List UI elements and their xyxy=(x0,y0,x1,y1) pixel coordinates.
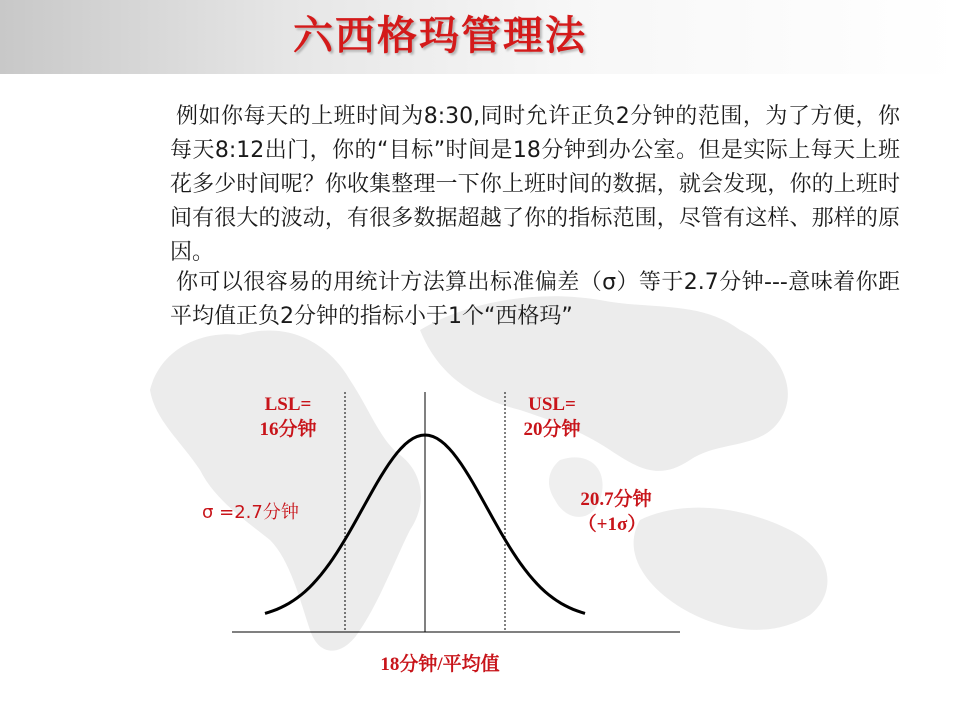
paragraph-example: 例如你每天的上班时间为8:30,同时允许正负2分钟的范围，为了方便，你每天8:12出门，你的“目标”时间是18分钟到办公室。但是实际上每天上班花多少时间呢？你收集整理一下你上班时间的数据，就会发现，你的上班时间有很大的波动，有很多数据超越了你的指标范围，尽管有这样、那样的原因。 xyxy=(170,104,900,265)
paragraph-sigma: 你可以很容易的用统计方法算出标准偏差（σ）等于2.7分钟---意味着你距平均值正负2分钟的指标小于1个“西格玛” xyxy=(170,270,900,329)
usl-label-line1: USL= xyxy=(528,394,576,415)
lsl-label-line1: LSL= xyxy=(264,394,312,415)
plus-sigma-label-line1: 20.7分钟 xyxy=(580,489,652,510)
sigma-label: σ =2.7分钟 xyxy=(202,502,299,523)
usl-label-line2: 20分钟 xyxy=(523,419,581,440)
lsl-label-line2: 16分钟 xyxy=(259,419,317,440)
plus-sigma-label-line2: （+1σ） xyxy=(577,514,647,535)
axis-mean-label: 18分钟/平均值 xyxy=(380,654,500,675)
page-title: 六西格玛管理法 xyxy=(293,13,587,59)
